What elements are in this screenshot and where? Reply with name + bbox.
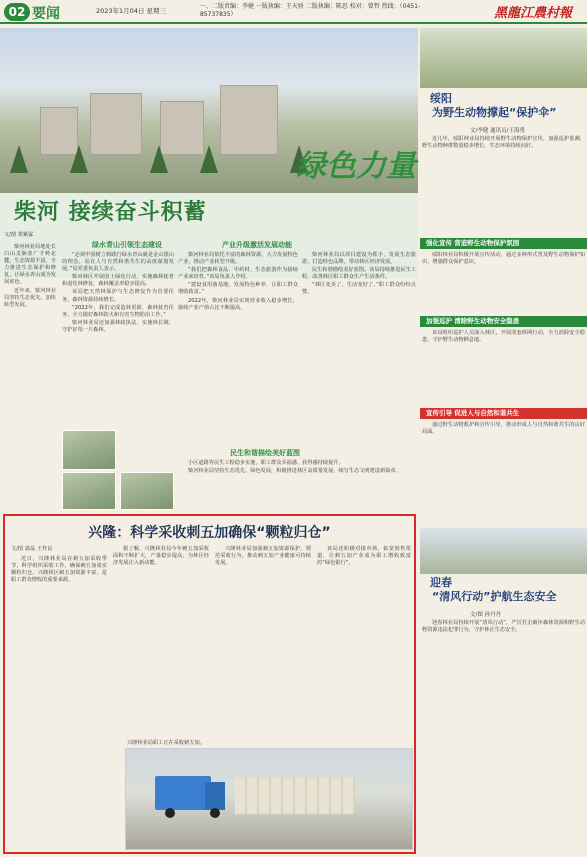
- right-top-section-1: 强化宣传 营造野生动物保护氛围: [420, 238, 587, 249]
- truck-body: [155, 776, 211, 810]
- paragraph: 该局组织巡护人员深入林区，开展清套拆网行动，全力消除安全隐患，守护野生动物栖息地。: [422, 330, 585, 344]
- bottom-story-column-1: [11, 556, 107, 846]
- top-story-column-3: [178, 252, 298, 442]
- truck-cab: [205, 782, 225, 810]
- top-story-column-4: [302, 252, 416, 442]
- bottom-story-byline: 文/图 郭晶 王作良: [11, 546, 53, 552]
- bottom-story-title: 兴隆：科学采收刺五加确保“颗粒归仓”: [88, 525, 331, 541]
- tree: [70, 145, 88, 173]
- truck-wheel: [165, 808, 175, 818]
- thumbnail-photo: [120, 472, 174, 510]
- paragraph: “2022年，我们完成造林更新、森林抚育任务，全力做好森林防火和有害生物防治工作。”: [62, 304, 174, 318]
- building: [220, 85, 278, 155]
- building: [90, 93, 142, 155]
- subhead: 民生和谐描绘美好蓝图: [230, 449, 300, 457]
- right-bottom-byline: 文/图 孙丹丹: [470, 612, 502, 618]
- paragraph: 近年来，柴河林业局坚持生态优先，加快转型发展。: [4, 287, 56, 308]
- tree: [200, 145, 218, 173]
- masthead-logo: 黑龍江農村報: [494, 6, 573, 21]
- top-story-title: 柴河 接续奋斗积蓄: [14, 200, 207, 225]
- paragraph: 近几年，绥阳林业局持续开展野生动物保护宣传，加强巡护监测，野生动物种群数量稳步增长，生态环境持续向好。: [422, 136, 585, 150]
- tree: [150, 145, 168, 173]
- paragraph: 民生和谐描绘美好蓝图。该局持续推进民生工程，改善林区职工群众生产生活条件。: [302, 267, 416, 281]
- paragraph: 柴河林业局地处长白山支脉张广才岭北麓，生态资源丰富，全力推进生态保护和修复，让绿水青山成为发展底色。: [4, 244, 56, 286]
- subhead: 产业升级激活发展动能: [222, 241, 292, 249]
- paragraph: 近日，兴隆林业局在刺五加采收季节，科学组织采收工作，确保刺五加果实颗粒归仓。兴隆林区刺五加资源丰富，是职工群众增收的重要来源。: [11, 556, 107, 584]
- right-bottom-body: [422, 620, 585, 852]
- top-story-column-1: [4, 244, 56, 514]
- right-bottom-title-1: 迎春: [430, 576, 452, 589]
- right-top-body: [422, 136, 585, 236]
- right-top-byline: 文/李健 通讯员/王海勇: [470, 128, 525, 134]
- right-bottom-photo: [420, 528, 587, 574]
- bottom-story-column-4: [317, 546, 411, 742]
- paragraph: 兴隆林业局加强刺五加资源保护，规范采收行为，推动刺五加产业健康可持续发展。: [215, 546, 311, 567]
- paragraph: 绥阳林业局积极开展宣传活动，通过多种形式普及野生动物保护知识，增强群众保护意识。: [422, 252, 585, 266]
- section-name: 要闻: [32, 6, 60, 22]
- top-story-column-5: [178, 460, 416, 512]
- right-top-photo: [420, 28, 587, 88]
- paragraph: 2022年，柴河林业局实现营业收入稳步增长，接续产业产值占比不断提高。: [178, 297, 298, 311]
- right-bottom-title-2: “清风行动”护航生态安全: [432, 590, 557, 603]
- paragraph: 柴河林业局坚持生态优先、绿色发展，积极推进林区高质量发展，续写生态文明建设新篇章。: [188, 468, 401, 475]
- paragraph: 通过野生动物救护和宣传引导，推动形成人与自然和谐共生的良好局面。: [422, 422, 585, 436]
- paragraph: 该局还积极对接市场，拓宽销售渠道，让刺五加产业成为职工增收致富的“绿色银行”。: [317, 546, 411, 567]
- paragraph: “必须牢固树立和践行绿水青山就是金山银山的理念，站在人与自然和谐共生的高度谋划发展。”局党委负责人表示。: [62, 252, 174, 273]
- paragraph: “林区变美了，生活变好了。”职工群众纷纷点赞。: [302, 282, 416, 296]
- date-line: 2023年1月04日 星期三: [96, 7, 167, 15]
- paragraph: 柴河林业局还加强林政执法，实施林长制，守护好每一片森林。: [62, 319, 174, 333]
- right-top-section-1-body: [422, 252, 585, 312]
- paragraph: 小区道路等民生工程稳步实施，职工群众幸福感、获得感持续提升。: [188, 460, 344, 466]
- bottom-story-box: [3, 514, 416, 854]
- right-top-section-3-body: [422, 422, 585, 522]
- page-header: [0, 0, 587, 24]
- right-top-title-1: 绥阳: [430, 92, 452, 105]
- top-story-title-highlight: 绿色力量: [296, 149, 416, 184]
- top-story-byline: 文/图 郑紫霖: [4, 232, 34, 238]
- tree: [10, 145, 28, 173]
- thumbnail-photo: [62, 472, 116, 510]
- truck-wheel: [210, 808, 220, 818]
- bottom-story-column-2: [113, 546, 209, 742]
- bottom-story-column-3: [215, 546, 311, 742]
- paragraph: 据了解，兴隆林业局今年刺五加采收面积不断扩大，产量稳步提高，为林区经济发展注入新动能。: [113, 546, 209, 567]
- paragraph: 迎春林业局持续开展“清风行动”，严厉打击破坏森林资源和野生动物资源违法犯罪行为，守护林区生态安全。: [422, 620, 585, 634]
- paragraph: 该局把天然林保护与生态修复作为首要任务，森林资源持续增长。: [62, 289, 174, 303]
- right-top-section-2-body: [422, 330, 585, 410]
- paragraph: “建设食用菌基地，发展特色种养，让职工群众增收致富。”: [178, 282, 298, 296]
- editor-credits: 一、二版责编：李健 一版执编：王天骄 二版执编：陈思 校对：曾哲 热线：（0451-85737835）: [200, 3, 421, 18]
- page-number: 02: [4, 3, 30, 21]
- paragraph: “我们把森林食品、中药材、生态旅游作为接续产业来培育。”该局负责人介绍。: [178, 267, 298, 281]
- thumbnail-photo: [62, 430, 116, 470]
- paragraph: 柴河林区开展国土绿化行动，实施森林抚育和退化林修复，森林覆盖率稳步提高。: [62, 274, 174, 288]
- right-top-title-2: 为野生动物撑起“保护伞”: [432, 106, 557, 119]
- produce-sacks: [235, 778, 355, 814]
- right-top-section-2: 加强巡护 清除野生动物安全隐患: [420, 316, 587, 327]
- bottom-story-caption: 兴隆林业局职工正在采收刺五加。: [127, 740, 205, 746]
- subhead: 绿水青山引领生态建设: [92, 241, 162, 249]
- right-top-section-3: 宣传引导 促进人与自然和谐共生: [420, 408, 587, 419]
- paragraph: 柴河林业局以项目建设为抓手，发展生态旅游，打造特色品牌，带动林区经济发展。: [302, 252, 416, 266]
- paragraph: 柴河林业局依托丰富的森林资源，大力发展特色产业，推动产业转型升级。: [178, 252, 298, 266]
